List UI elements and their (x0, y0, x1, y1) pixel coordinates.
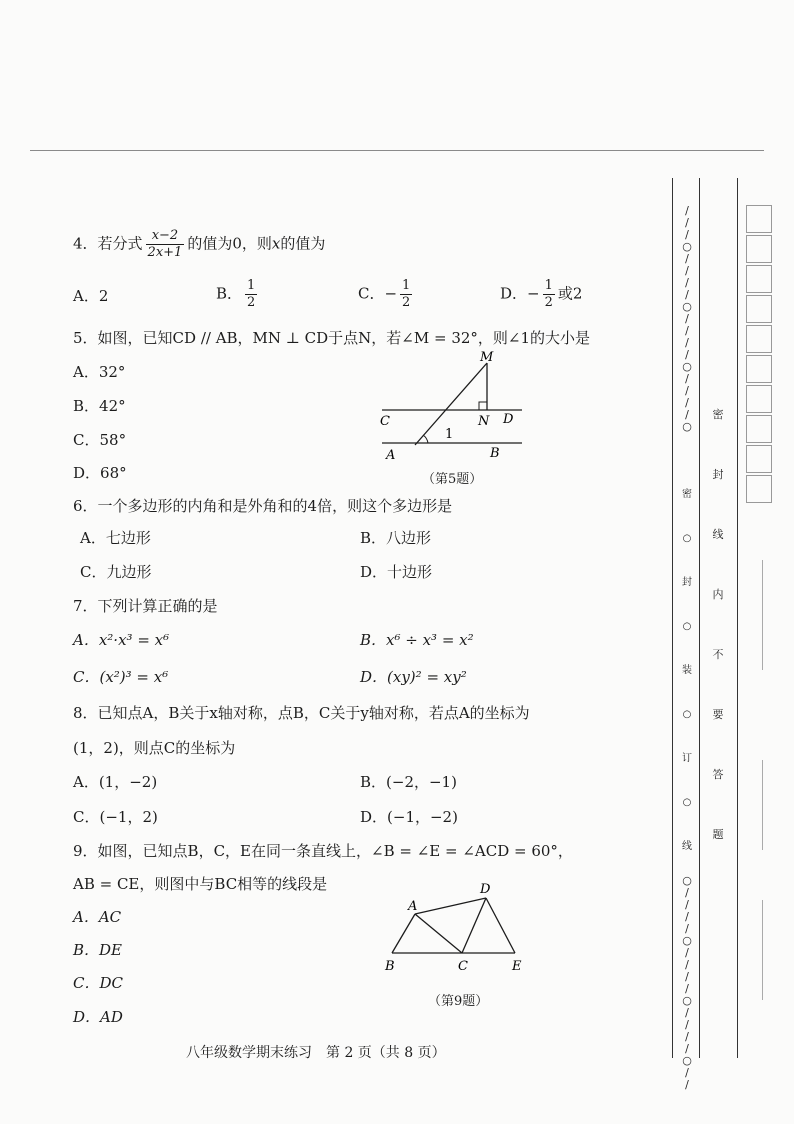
binding-line-right (737, 178, 738, 1058)
question-5: 5．如图，已知CD // AB，MN ⊥ CD于点N，若∠M = 32°，则∠1的大小是 (73, 329, 591, 347)
q9-label-e: E (512, 959, 522, 974)
seal-word-1: 密 (712, 408, 724, 421)
q5-angle-1-arc (423, 435, 428, 443)
q9-line-cd (462, 898, 486, 953)
seal-word-6: 要 (712, 708, 724, 721)
q5-figure (370, 345, 540, 465)
student-number-box[interactable] (746, 445, 772, 473)
q4-prefix: 4．若分式 (73, 234, 143, 253)
q9-line-de (486, 898, 515, 953)
q7-option-b[interactable]: B．x⁶ ÷ x³ = x² (360, 631, 474, 649)
seal-words (703, 385, 733, 865)
name-blank-line[interactable] (762, 560, 763, 670)
q6-option-c[interactable]: C．九边形 (80, 563, 152, 581)
student-number-box[interactable] (746, 325, 772, 353)
q5-label-m: M (480, 350, 494, 365)
q5-label-b: B (490, 446, 500, 461)
student-number-box[interactable] (746, 355, 772, 383)
q9-figure (380, 878, 540, 978)
top-rule (30, 150, 764, 151)
q9-label-c: C (458, 959, 468, 974)
question-6: 6．一个多边形的内角和是外角和的4倍，则这个多边形是 (73, 497, 453, 515)
seal-word-2: 封 (712, 468, 724, 481)
seal-word-5: 不 (712, 648, 724, 661)
student-number-box[interactable] (746, 205, 772, 233)
question-9-line-2: AB = CE，则图中与BC相等的线段是 (73, 875, 328, 893)
seal-word-8: 题 (712, 828, 724, 841)
seal-word-4: 内 (712, 588, 724, 601)
question-4: 4．若分式 $\frac{x-2}{2x+1}$ 的值为0，则x的值为 (73, 228, 326, 260)
q7-option-c[interactable]: C．(x²)³ = x⁶ (73, 668, 169, 686)
q6-option-d[interactable]: D．十边形 (360, 563, 433, 581)
school-blank-line[interactable] (762, 900, 763, 1000)
q8-option-a[interactable]: A．(1，−2) (73, 773, 158, 791)
seal-mark-1: 密 (682, 489, 692, 500)
q4-option-b[interactable]: B． $\frac{1}{2}$ (216, 278, 256, 310)
q9-line-ac (415, 914, 462, 953)
student-number-box[interactable] (746, 385, 772, 413)
q5-option-d[interactable]: D．68° (73, 464, 127, 482)
student-number-box[interactable] (746, 475, 772, 503)
q9-line-ad (415, 898, 486, 914)
binding-line-left (672, 178, 673, 1058)
question-8-line-2: (1，2)，则点C的坐标为 (73, 739, 236, 757)
seal-mark-2: 封 (682, 577, 692, 588)
q8-option-c[interactable]: C．(−1，2) (73, 808, 158, 826)
q9-caption: （第9题） (428, 994, 489, 1009)
binding-line-middle (699, 178, 700, 1058)
student-number-box[interactable] (746, 265, 772, 293)
q7-option-d[interactable]: D．(xy)² = xy² (360, 668, 467, 686)
class-blank-line[interactable] (762, 760, 763, 850)
q5-option-c[interactable]: C．58° (73, 431, 127, 449)
seal-slashes-top: / / / ○ / / / / ○ / / / / ○ / / / / ○ (682, 204, 692, 433)
q9-option-c[interactable]: C．DC (73, 974, 123, 992)
question-7: 7．下列计算正确的是 (73, 597, 218, 615)
q9-line-ba (392, 914, 415, 953)
student-number-boxes (746, 205, 772, 505)
q8-option-b[interactable]: B．(−2，−1) (360, 773, 457, 791)
seal-word-3: 线 (712, 528, 724, 541)
q5-right-angle-mark (479, 402, 487, 410)
q5-label-n: N (478, 414, 490, 429)
q6-option-b[interactable]: B．八边形 (360, 529, 432, 547)
seal-slashes-bottom: ○ / / / / ○ / / / / ○ / / / / ○ / / (682, 874, 692, 1091)
q9-label-b: B (385, 959, 395, 974)
seal-mark-4: 订 (682, 753, 692, 764)
seal-mark-5: 线 (682, 841, 692, 852)
q8-option-d[interactable]: D．(−1，−2) (360, 808, 458, 826)
seal-mark-3: 装 (682, 665, 692, 676)
q5-label-1: 1 (445, 427, 454, 442)
q5-label-a: A (386, 448, 396, 463)
q5-label-d: D (503, 412, 514, 427)
q9-option-d[interactable]: D．AD (73, 1008, 123, 1026)
page-footer: 八年级数学期末练习 第 2 页（共 8 页） (186, 1045, 446, 1061)
q9-option-b[interactable]: B．DE (73, 941, 122, 959)
q5-option-b[interactable]: B．42° (73, 397, 126, 415)
q4-option-c[interactable]: C．− $\frac{1}{2}$ (358, 278, 411, 310)
student-number-box[interactable] (746, 415, 772, 443)
q5-caption: （第5题） (422, 472, 483, 487)
student-number-box[interactable] (746, 235, 772, 263)
question-8-line-1: 8．已知点A，B关于x轴对称，点B，C关于y轴对称，若点A的坐标为 (73, 704, 530, 722)
q7-option-a[interactable]: A．x²·x³ = x⁶ (73, 631, 170, 649)
q5-label-c: C (380, 414, 390, 429)
q9-option-a[interactable]: A．AC (73, 908, 122, 926)
seal-strip-outer (678, 205, 696, 1091)
q4-fraction: $\frac{x-2}{2x+1}$ (147, 228, 183, 260)
q6-option-a[interactable]: A．七边形 (80, 529, 151, 547)
q9-label-d: D (480, 882, 491, 897)
question-9-line-1: 9．如图，已知点B，C，E在同一条直线上，∠B = ∠E = ∠ACD = 60°， (73, 842, 573, 860)
seal-word-7: 答 (712, 768, 724, 781)
q4-option-d[interactable]: D．− $\frac{1}{2}$ 或2 (500, 278, 583, 310)
q9-label-a: A (408, 899, 418, 914)
student-number-box[interactable] (746, 295, 772, 323)
q4-option-a[interactable]: A．2 (73, 287, 109, 305)
q5-option-a[interactable]: A．32° (73, 363, 126, 381)
seal-mark-list: 密 ○ 封 ○ 装 ○ 订 ○ 线 (678, 473, 696, 869)
